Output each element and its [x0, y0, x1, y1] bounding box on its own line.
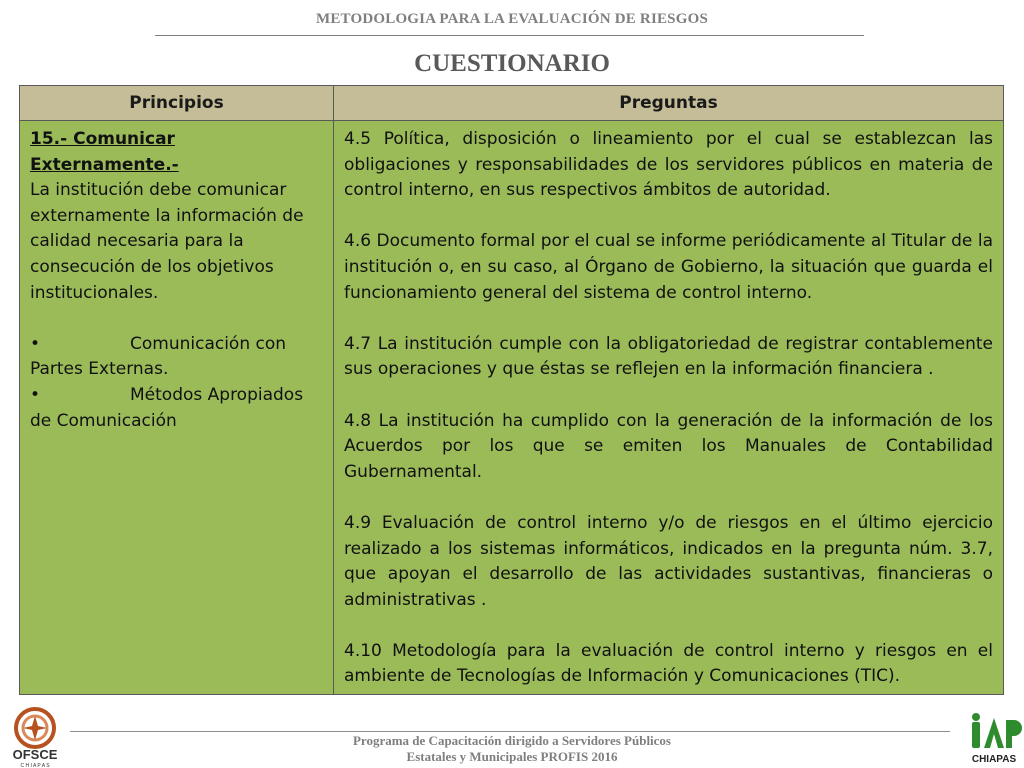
- question-item: 4.7 La institución cumple con la obligatoriedad de registrar contablemente sus operaciones y que éstas se reflejen en la información financiera .: [344, 333, 993, 380]
- table-header-row: [20, 86, 1004, 121]
- footer-divider: [70, 731, 950, 732]
- footer-line-2: Estatales y Municipales PROFIS 2016: [406, 749, 618, 764]
- header-principios: Principios: [20, 86, 334, 121]
- question-item: 4.5 Política, disposición o lineamiento por el cual se establezcan las obligaciones y responsabilidades de los servidores públicos en materia de control interno, en sus respectivos ámbitos de autoridad.: [344, 129, 993, 201]
- header-title: METODOLOGIA PARA LA EVALUACIÓN DE RIESGOS: [315, 11, 709, 27]
- principle-text: La institución debe comunicar externamente la información de calidad necesaria para la consecución de los objetivos institucionales.: [30, 180, 304, 303]
- ofsce-logo-icon: [4, 707, 66, 768]
- question-item: 4.6 Documento formal por el cual se informe periódicamente al Titular de la institución o, en su caso, al Órgano de Gobierno, la situación que guarda el funcionamiento general del sistema de control interno.: [344, 231, 993, 303]
- bullet-item: [30, 332, 323, 383]
- question-item: 4.8 La institución ha cumplido con la generación de la información de los Acuerdos por los que se emiten los Manuales de Contabilidad Gubernamental.: [344, 410, 993, 482]
- iap-logo-icon: [966, 712, 1022, 768]
- question-item: 4.9 Evaluación de control interno y/o de riesgos en el último ejercicio realizado a los sistemas informáticos, indicados en la pregunta núm. 3.7, que apoyan el desarrollo de las actividades sustantivas, financieras o administrativas .: [344, 512, 993, 610]
- ofsce-logo-text: OFSCE: [12, 747, 58, 762]
- header-preguntas: Preguntas: [334, 86, 1004, 121]
- header-divider: [155, 35, 864, 36]
- slide-title: CUESTIONARIO: [414, 50, 610, 77]
- question-item: 4.10 Metodología para la evaluación de control interno y riesgos en el ambiente de Tecnologías de Información y Comunicaciones (TIC).: [344, 640, 993, 687]
- bullet-item: [30, 383, 323, 434]
- bullet-marker: •: [30, 384, 41, 405]
- iap-logo-subtext: CHIAPAS: [971, 754, 1017, 765]
- principle-cell: [20, 121, 334, 695]
- questions-cell: [334, 121, 1004, 695]
- footer-line-1: Programa de Capacitación dirigido a Servidores Públicos: [352, 733, 671, 748]
- bullet-marker: •: [30, 333, 41, 354]
- questionnaire-table: [19, 85, 1004, 695]
- bullet-text: Comunicación con Partes Externas.: [30, 333, 287, 380]
- footer-text: [0, 733, 1024, 765]
- ofsce-logo-subtext: C H I A P A S: [20, 763, 50, 768]
- bullet-text: Métodos Apropiados de Comunicación: [30, 384, 304, 431]
- principle-title: 15.- Comunicar Externamente.-: [30, 129, 179, 175]
- table-row: [20, 121, 1004, 695]
